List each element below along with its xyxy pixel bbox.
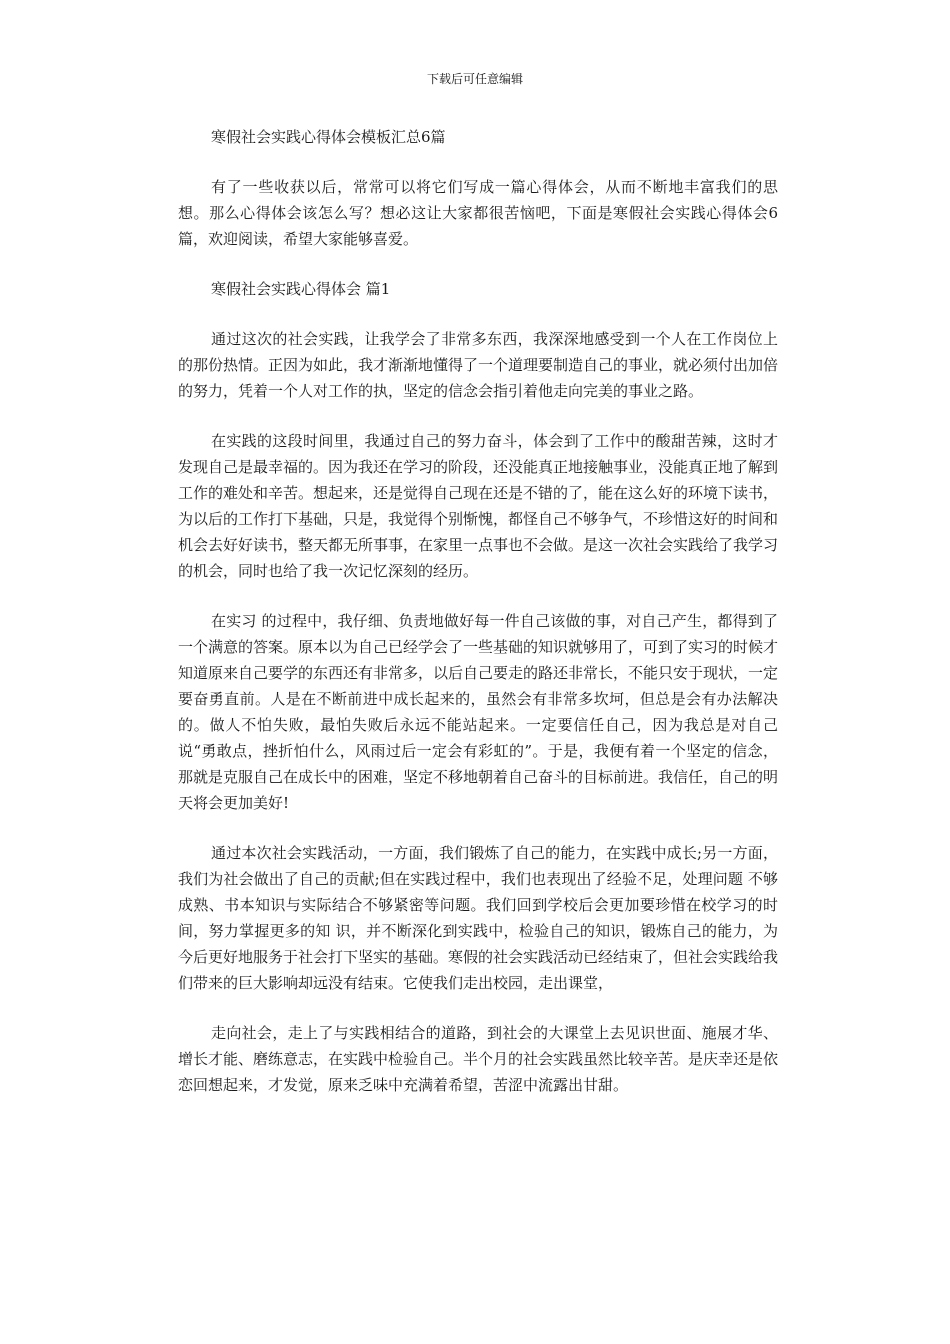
document-body [178,124,778,1122]
intro-paragraph: 有了一些收获以后，常常可以将它们写成一篇心得体会，从而不断地丰富我们的思想。那么心得体会该怎么写？想必这让大家都很苦恼吧，下面是寒假社会实践心得体会6篇，欢迎阅读，希望大家能够喜爱。 [178,178,778,248]
document-title: 寒假社会实践心得体会模板汇总6篇 [211,128,446,146]
page-header-note: 下载后可任意编辑 [426,72,523,86]
body-paragraph: 通过本次社会实践活动，一方面，我们锻炼了自己的能力，在实践中成长;另一方面，我们为社会做出了自己的贡献;但在实践过程中，我们也表现出了经验不足，处理问题 不够成熟、书本知识与实际结合不够紧密等问题。我们回到学校后会更加要珍惜在校学习的时间，努力掌握更多的知 识，并不断深化到实践中，检验自己的知识，锻炼自己的能力，为今后更好地服务于社会打下坚实的基础。寒假的社会实践活动已经结束了，但社会实践给我们带来的巨大影响却远没有结束。它使我们走出校园，走出课堂， [178,844,779,992]
body-paragraph: 走向社会，走上了与实践相结合的道路，到社会的大课堂上去见识世面、施展才华、增长才能、磨练意志，在实践中检验自己。半个月的社会实践虽然比较辛苦。是庆幸还是依恋回想起来，才发觉，原来乏味中充满着希望，苦涩中流露出甘甜。 [178,1024,779,1094]
body-paragraph: 通过这次的社会实践，让我学会了非常多东西，我深深地感受到一个人在工作岗位上的那份热情。正因为如此，我才渐渐地懂得了一个道理要制造自己的事业，就必须付出加倍的努力，凭着一个人对工作的执，坚定的信念会指引着他走向完美的事业之路。 [178,330,779,400]
section-1-title: 寒假社会实践心得体会 篇1 [211,280,391,298]
body-paragraph: 在实践的这段时间里，我通过自己的努力奋斗，体会到了工作中的酸甜苦辣，这时才发现自己是最幸福的。因为我还在学习的阶段，还没能真正地接触事业，没能真正地了解到工作的难处和辛苦。想起来，还是觉得自己现在还是不错的了，能在这么好的环境下读书，为以后的工作打下基础，只是，我觉得个别惭愧，都怪自己不够争气，不珍惜这好的时间和机会去好好读书，整天都无所事事，在家里一点事也不会做。是这一次社会实践给了我学习的机会，同时也给了我一次记忆深刻的经历。 [178,432,779,580]
body-paragraph: 在实习 的过程中，我仔细、负责地做好每一件自己该做的事，对自己产生，都得到了一个满意的答案。原本以为自己已经学会了一些基础的知识就够用了，可到了实习的时候才知道原来自己要学的东西还有非常多，以后自己要走的路还非常长，不能只安于现状，一定要奋勇直前。人是在不断前进中成长起来的，虽然会有非常多坎坷，但总是会有办法解决的。做人不怕失败，最怕失败后永远不能站起来。一定要信任自己，因为我总是对自己说“勇敢点，挫折怕什么，风雨过后一定会有彩虹的”。于是，我便有着一个坚定的信念，那就是克服自己在成长中的困难，坚定不移地朝着自己奋斗的目标前进。我信任，自己的明天将会更加美好! [178,612,779,812]
